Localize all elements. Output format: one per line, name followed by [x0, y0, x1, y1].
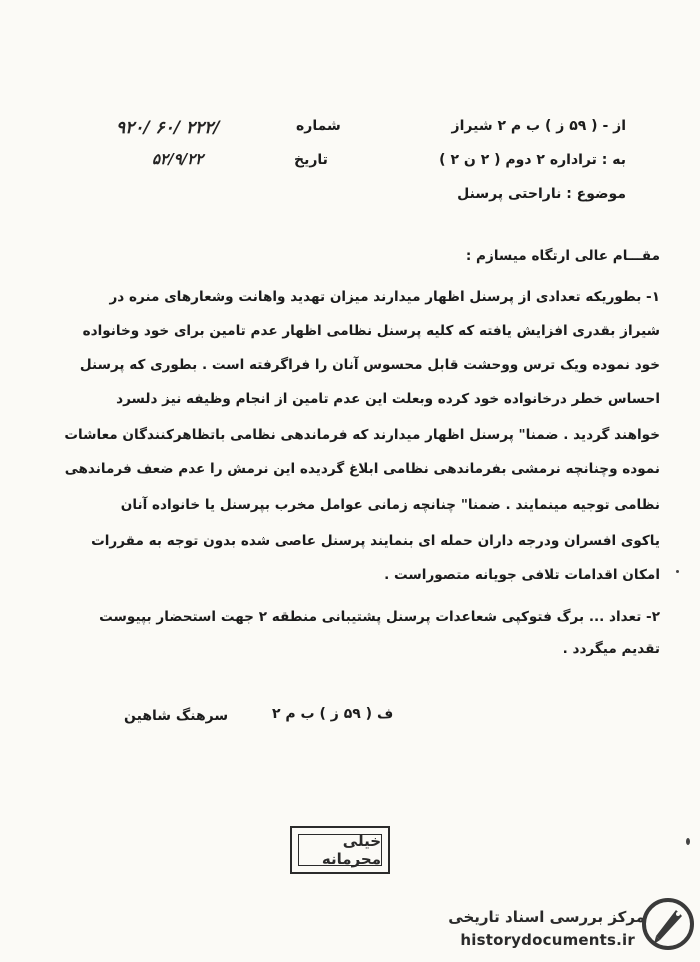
body-line: یاکوی افسران ودرجه داران حمله ای بنمایند پرسنل عاصی شده بدون توجه به مقررات [91, 533, 660, 549]
body-line: خود نموده ویک ترس ووحشت قابل محسوس آنان را فراگرفته است . بطوری که پرسنل [79, 357, 660, 373]
number-label: شماره [296, 118, 341, 134]
watermark-url: historydocuments.ir [460, 931, 635, 949]
body-line: نموده وچنانچه نرمشی بفرماندهی نظامی ابلاغ گردیده این نرمش را عدم ضعف فرماندهی [64, 461, 660, 477]
body-line: شیراز بقدری افزایش یافته که کلیه پرسنل نظامی اظهار عدم تامین برای خود وخانواده [82, 323, 660, 339]
stamp-text: خیلی محرمانه [298, 834, 382, 866]
body-line: نظامی توجیه مینمایند . ضمنا" چنانچه زمانی عوامل مخرب بپرسنل یا خانواده آنان [120, 497, 660, 513]
body-line: امکان اقدامات تلافی جویانه متصوراست . [384, 567, 660, 583]
body-line: خواهند گردید . ضمنا" پرسنل اظهار میدارند که فرماندهی نظامی باتظاهرکنندگان معاشات [64, 427, 660, 443]
scan-speck [686, 838, 690, 845]
watermark-title: مرکز بررسی اسناد تاریخی [448, 908, 645, 926]
salutation: مقـــام عالی ارتگاه میسازم : [465, 248, 660, 264]
body-line: احساس خطر درخانواده خود کرده وبعلت این عدم تامین از انجام وظیفه نیز دلسرد [116, 391, 660, 407]
pen-nib-logo-icon [642, 896, 694, 952]
signature-unit: ف ( ۵۹ ز ) ب م ۲ [272, 706, 394, 722]
date-label: تاریخ [294, 152, 328, 168]
body-line: ۱- بطوریکه تعدادی از پرسنل اظهار میدارند میزان تهدید واهانت وشعارهای منره در [109, 289, 660, 305]
date-value: ۵۲/۹/۲۲ [152, 150, 204, 168]
scan-speck [676, 570, 679, 573]
body-line: ۲- تعداد ... برگ فتوکپی شعاعدات پرسنل پشتیبانی منطقه ۲ جهت استحضار بپیوست [99, 609, 660, 625]
subject-line: موضوع : ناراحتی پرسنل [457, 186, 626, 202]
classification-stamp [290, 826, 390, 874]
from-line: از - ( ۵۹ ز ) ب م ۲ شیراز [451, 118, 626, 134]
signature-name: سرهنگ شاهین [124, 708, 229, 724]
to-line: به : تراداره ۲ دوم ( ۲ ن ۲ ) [439, 152, 626, 168]
body-line: تقدیم میگردد . [562, 641, 660, 657]
number-value: ۹۲۰/ ۶۰/ ۲۲۲/ [116, 118, 220, 138]
